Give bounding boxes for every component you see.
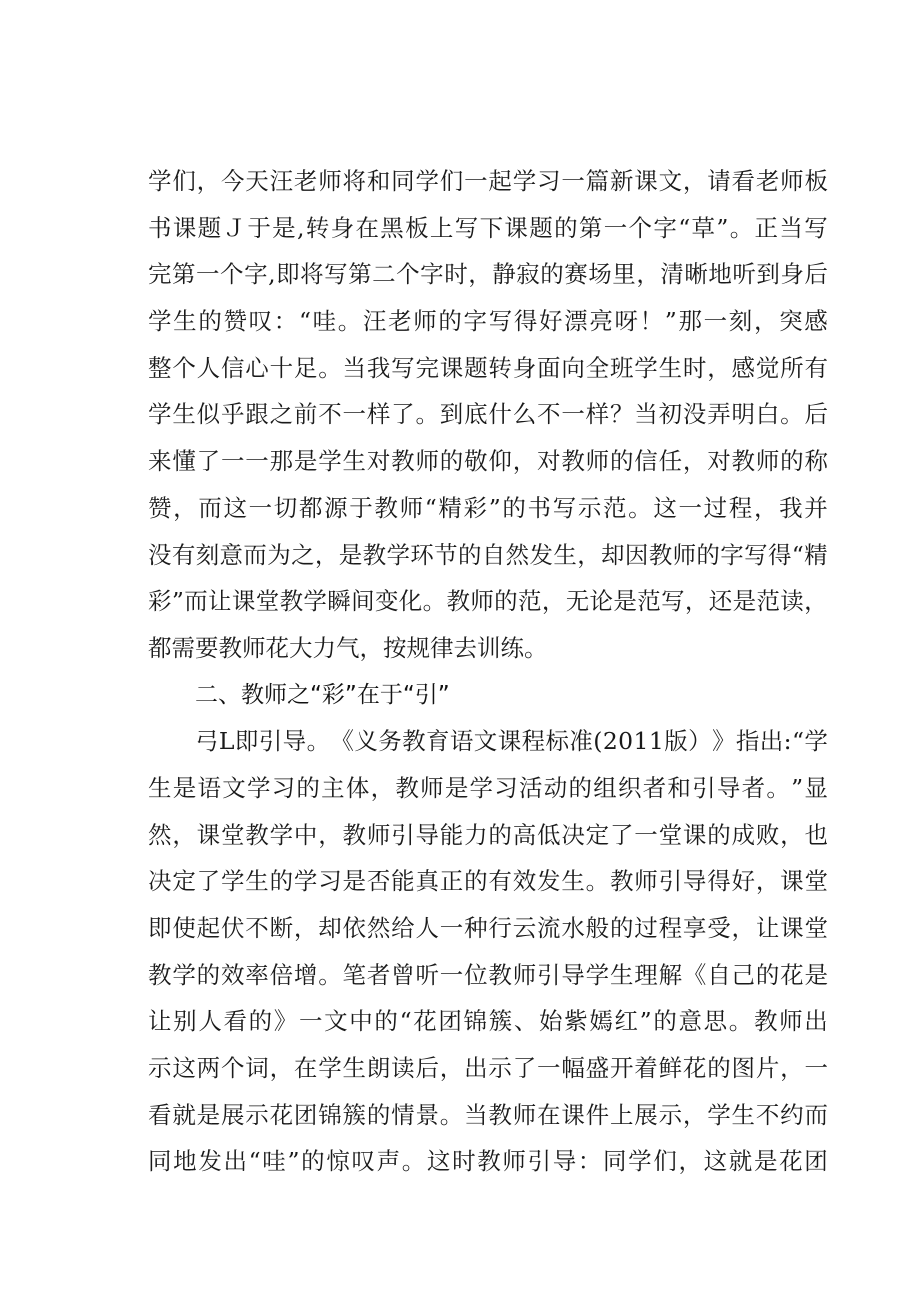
body-text <box>148 158 828 1185</box>
text-line: 都 需 要 教 师 花 大 力 气 ， 按 规 律 去 训 练 。 <box>148 633 548 662</box>
text-line: 看 就 是 展 示 花 团 锦 簇 的 情 景 。 当 教 师 在 课 件 上 展 示 ， 学 生 不 约 而 <box>148 1100 828 1129</box>
text-line: 来 懂 了 一 一 那 是 学 生 对 教 师 的 敬 仰 ， 对 教 师 的 信 任 ， 对 教 师 的 称 <box>148 447 828 476</box>
text-line: 让 别 人 看 的 》 一 文 中 的 “ 花 团 锦 簇 、 始 紫 嫣 红 ” 的 意 思 。 教 师 出 <box>148 1007 828 1036</box>
text-line: 同 地 发 出 “ 哇 ” 的 惊 叹 声 。 这 时 教 师 引 导 ： 同 学 们 ， 这 就 是 花 团 <box>148 1147 828 1176</box>
text-line: 没 有 刻 意 而 为 之 ， 是 教 学 环 节 的 自 然 发 生 ， 却 因 教 师 的 字 写 得 “ 精 <box>148 540 828 569</box>
text-line: 赞 ， 而 这 一 切 都 源 于 教 师 “ 精 彩 ” 的 书 写 示 范 。 这 一 过 程 ， 我 并 <box>148 493 828 522</box>
text-line: 教 学 的 效 率 倍 增 。 笔 者 曾 听 一 位 教 师 引 导 学 生 理 解 《 自 己 的 花 是 <box>148 960 828 989</box>
text-line: 学 生 的 赞 叹 ： “ 哇 。 汪 老 师 的 字 写 得 好 漂 亮 呀 ！ ” 那 一 刻 ， 突 感 <box>148 307 828 336</box>
text-line: 决 定 了 学 生 的 学 习 是 否 能 真 正 的 有 效 发 生 。 教 师 引 导 得 好 ， 课 堂 <box>148 867 828 896</box>
paragraph-1 <box>148 158 828 672</box>
text-line: 完 第 一 个 字 , 即 将 写 第 二 个 字 时 ， 静 寂 的 赛 场 里 ， 清 晰 地 听 到 身 后 <box>148 260 828 289</box>
paragraph-2 <box>148 718 828 1185</box>
text-line: 然 ， 课 堂 教 学 中 ， 教 师 引 导 能 力 的 高 低 决 定 了 一 堂 课 的 成 败 ， 也 <box>148 820 828 849</box>
text-line: 弓 L 即 引 导 。 《 义 务 教 育 语 文 课 程 标 准 ( 2 0 1 1 版 ） 》 指 出 : “ 学 <box>195 727 828 756</box>
text-line: 学 们 ， 今 天 汪 老 师 将 和 同 学 们 一 起 学 习 一 篇 新 课 文 ， 请 看 老 师 板 <box>148 167 828 195</box>
text-line: 整 个 人 信 心 十 足 。 当 我 写 完 课 题 转 身 面 向 全 班 学 生 时 ， 感 觉 所 有 <box>148 353 828 382</box>
text-line: 学 生 似 乎 跟 之 前 不 一 样 了 。 到 底 什 么 不 一 样 ？ 当 初 没 弄 明 白 。 后 <box>148 400 828 429</box>
text-line: 彩 ” 而 让 课 堂 教 学 瞬 间 变 化 。 教 师 的 范 ， 无 论 是 范 写 ， 还 是 范 读 ， <box>148 587 828 616</box>
text-line: 书 课 题 Ｊ 于 是 , 转 身 在 黑 板 上 写 下 课 题 的 第 一 个 字 “ 草 ” 。 正 当 写 <box>148 213 828 242</box>
text-line: 示 这 两 个 词 ， 在 学 生 朗 读 后 ， 出 示 了 一 幅 盛 开 着 鲜 花 的 图 片 ， 一 <box>148 1054 828 1083</box>
text-line: 即 使 起 伏 不 断 ， 却 依 然 给 人 一 种 行 云 流 水 般 的 过 程 享 受 ， 让 课 堂 <box>148 914 828 942</box>
text-line: 生 是 语 文 学 习 的 主 体 ， 教 师 是 学 习 活 动 的 组 织 者 和 引 导 者 。 ” 显 <box>148 773 828 802</box>
section-heading: 二、教师之“彩”在于“引” <box>195 681 450 708</box>
